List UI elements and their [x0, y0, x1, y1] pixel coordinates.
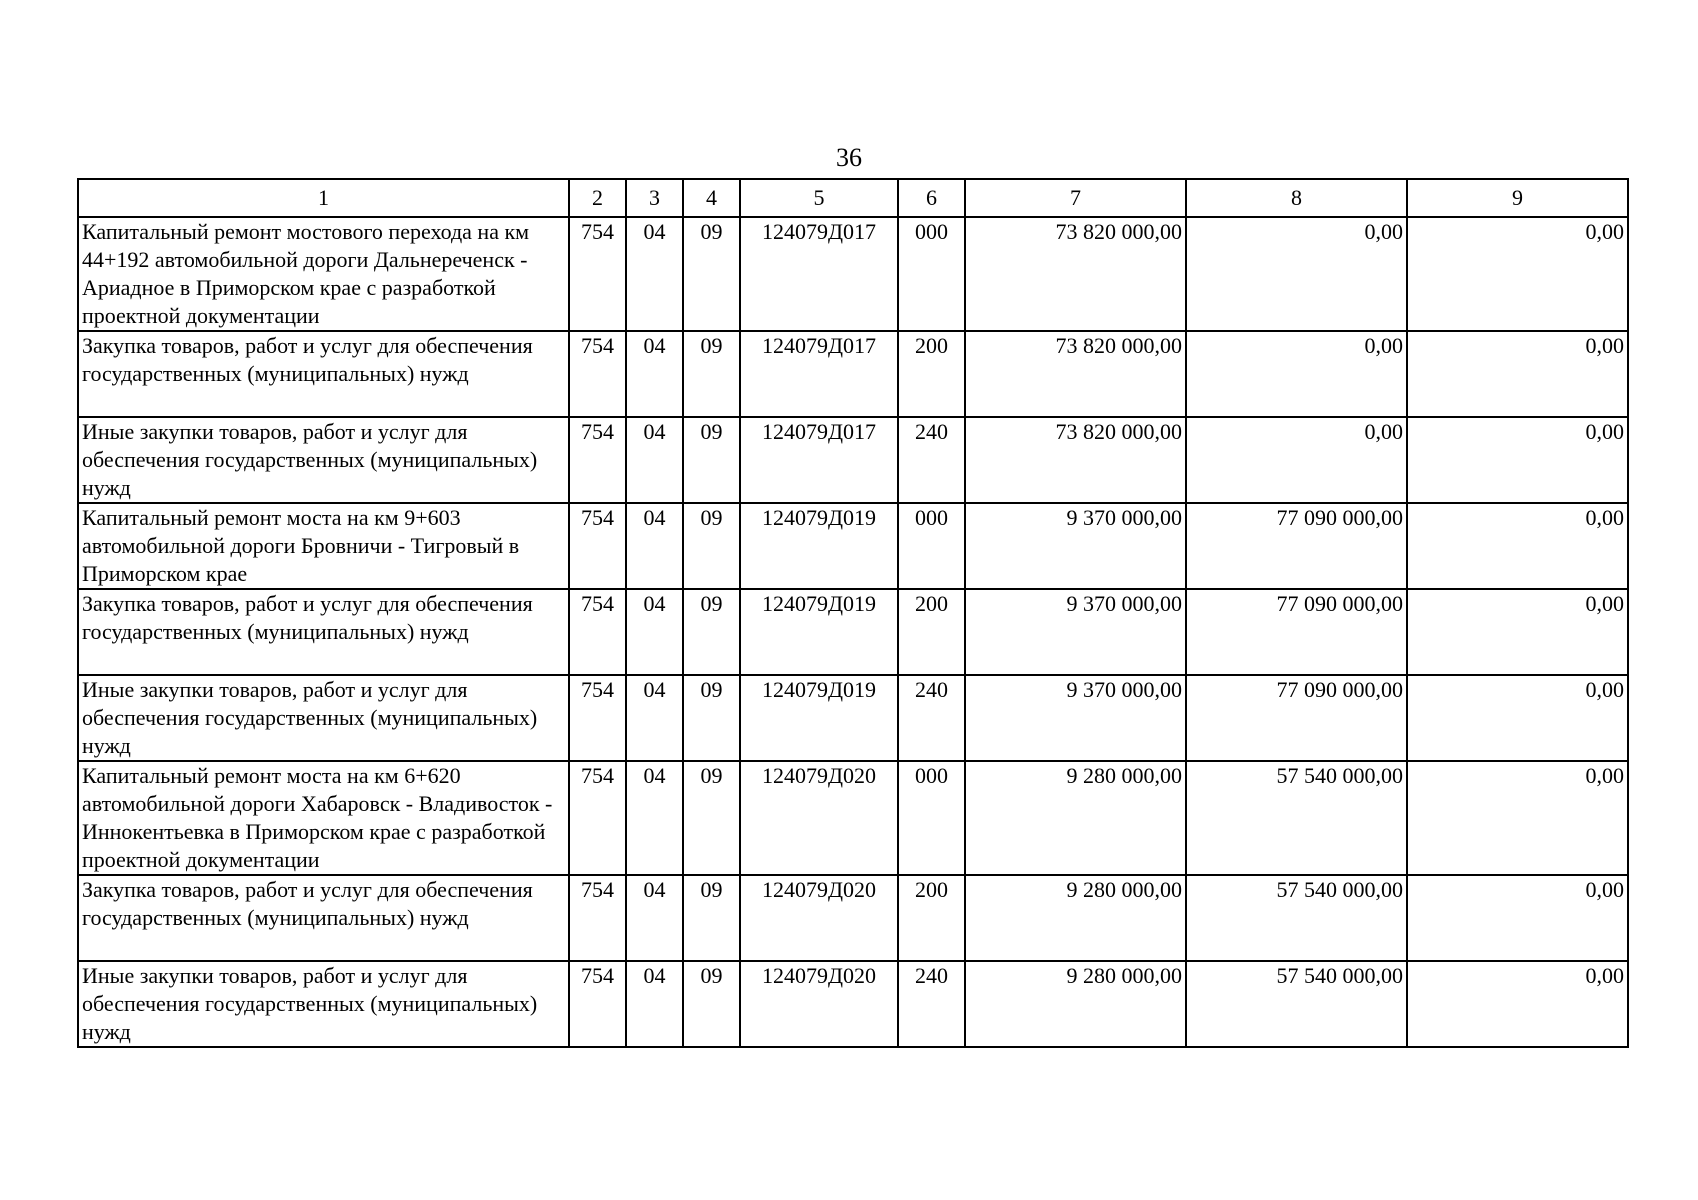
column-header-8: 8 [1186, 179, 1407, 217]
table-row [78, 331, 1628, 417]
row-name: Закупка товаров, работ и услуг для обеспечения государственных (муниципальных) нужд [78, 589, 569, 675]
row-code-subsection: 09 [683, 417, 740, 503]
column-header-2: 2 [569, 179, 626, 217]
row-code-expense-type: 000 [898, 761, 965, 875]
column-header-1: 1 [78, 179, 569, 217]
row-code-ministry: 754 [569, 761, 626, 875]
row-code-ministry: 754 [569, 503, 626, 589]
table-row [78, 675, 1628, 761]
row-code-section: 04 [626, 761, 683, 875]
column-header-6: 6 [898, 179, 965, 217]
row-code-ministry: 754 [569, 331, 626, 417]
row-code-ministry: 754 [569, 417, 626, 503]
row-amount-col9: 0,00 [1407, 331, 1628, 417]
row-name: Иные закупки товаров, работ и услуг для обеспечения государственных (муниципальных) нужд [78, 961, 569, 1047]
row-name: Капитальный ремонт мостового перехода на км 44+192 автомобильной дороги Дальнереченск - Ариадное в Приморском крае с разработкой проектной документации [78, 217, 569, 331]
row-code-section: 04 [626, 589, 683, 675]
column-header-4: 4 [683, 179, 740, 217]
column-header-5: 5 [740, 179, 898, 217]
row-amount-col7: 73 820 000,00 [965, 331, 1186, 417]
row-amount-col9: 0,00 [1407, 589, 1628, 675]
row-name: Капитальный ремонт моста на км 6+620 автомобильной дороги Хабаровск - Владивосток - Иннокентьевка в Приморском крае с разработкой проектной документации [78, 761, 569, 875]
table-row [78, 589, 1628, 675]
row-code-target: 124079Д020 [740, 875, 898, 961]
row-code-subsection: 09 [683, 961, 740, 1047]
row-code-section: 04 [626, 875, 683, 961]
row-code-subsection: 09 [683, 217, 740, 331]
row-code-target: 124079Д019 [740, 503, 898, 589]
header-row [78, 179, 1628, 217]
row-code-subsection: 09 [683, 761, 740, 875]
column-header-3: 3 [626, 179, 683, 217]
row-code-target: 124079Д019 [740, 675, 898, 761]
row-amount-col9: 0,00 [1407, 875, 1628, 961]
row-amount-col9: 0,00 [1407, 503, 1628, 589]
row-amount-col8: 57 540 000,00 [1186, 875, 1407, 961]
row-amount-col8: 57 540 000,00 [1186, 761, 1407, 875]
row-amount-col8: 0,00 [1186, 331, 1407, 417]
row-name: Иные закупки товаров, работ и услуг для обеспечения государственных (муниципальных) нужд [78, 675, 569, 761]
row-amount-col7: 9 280 000,00 [965, 961, 1186, 1047]
row-amount-col8: 0,00 [1186, 217, 1407, 331]
row-amount-col9: 0,00 [1407, 675, 1628, 761]
row-code-subsection: 09 [683, 875, 740, 961]
row-name: Капитальный ремонт моста на км 9+603 автомобильной дороги Бровничи - Тигровый в Приморском крае [78, 503, 569, 589]
row-code-target: 124079Д020 [740, 961, 898, 1047]
row-amount-col9: 0,00 [1407, 417, 1628, 503]
row-code-expense-type: 200 [898, 331, 965, 417]
row-code-subsection: 09 [683, 675, 740, 761]
row-code-ministry: 754 [569, 961, 626, 1047]
row-amount-col8: 0,00 [1186, 417, 1407, 503]
column-header-9: 9 [1407, 179, 1628, 217]
row-code-subsection: 09 [683, 331, 740, 417]
table-row [78, 875, 1628, 961]
row-code-expense-type: 200 [898, 589, 965, 675]
page-number: 36 [836, 143, 862, 172]
row-code-ministry: 754 [569, 217, 626, 331]
row-code-section: 04 [626, 417, 683, 503]
budget-table [77, 178, 1629, 1048]
row-amount-col7: 9 370 000,00 [965, 589, 1186, 675]
row-code-expense-type: 000 [898, 217, 965, 331]
row-code-expense-type: 240 [898, 961, 965, 1047]
table-row [78, 417, 1628, 503]
row-code-target: 124079Д017 [740, 331, 898, 417]
row-amount-col8: 77 090 000,00 [1186, 503, 1407, 589]
row-amount-col9: 0,00 [1407, 217, 1628, 331]
row-code-target: 124079Д020 [740, 761, 898, 875]
table-body [78, 217, 1628, 1047]
row-amount-col7: 9 370 000,00 [965, 675, 1186, 761]
row-code-section: 04 [626, 675, 683, 761]
row-code-ministry: 754 [569, 589, 626, 675]
table-row [78, 503, 1628, 589]
row-amount-col8: 77 090 000,00 [1186, 589, 1407, 675]
row-amount-col8: 57 540 000,00 [1186, 961, 1407, 1047]
row-amount-col9: 0,00 [1407, 961, 1628, 1047]
column-header-7: 7 [965, 179, 1186, 217]
row-name: Закупка товаров, работ и услуг для обеспечения государственных (муниципальных) нужд [78, 331, 569, 417]
table-row [78, 217, 1628, 331]
row-name: Иные закупки товаров, работ и услуг для обеспечения государственных (муниципальных) нужд [78, 417, 569, 503]
row-amount-col9: 0,00 [1407, 761, 1628, 875]
row-code-section: 04 [626, 961, 683, 1047]
row-code-target: 124079Д017 [740, 417, 898, 503]
row-amount-col7: 73 820 000,00 [965, 217, 1186, 331]
row-amount-col7: 9 280 000,00 [965, 875, 1186, 961]
row-code-target: 124079Д019 [740, 589, 898, 675]
row-code-subsection: 09 [683, 589, 740, 675]
row-code-subsection: 09 [683, 503, 740, 589]
row-code-section: 04 [626, 217, 683, 331]
row-code-ministry: 754 [569, 675, 626, 761]
row-code-target: 124079Д017 [740, 217, 898, 331]
row-code-expense-type: 200 [898, 875, 965, 961]
table-row [78, 961, 1628, 1047]
row-code-expense-type: 240 [898, 675, 965, 761]
row-code-expense-type: 240 [898, 417, 965, 503]
table-row [78, 761, 1628, 875]
row-name: Закупка товаров, работ и услуг для обеспечения государственных (муниципальных) нужд [78, 875, 569, 961]
row-code-expense-type: 000 [898, 503, 965, 589]
row-code-section: 04 [626, 331, 683, 417]
row-code-section: 04 [626, 503, 683, 589]
row-code-ministry: 754 [569, 875, 626, 961]
table-header [78, 179, 1628, 217]
row-amount-col7: 9 370 000,00 [965, 503, 1186, 589]
row-amount-col7: 73 820 000,00 [965, 417, 1186, 503]
row-amount-col8: 77 090 000,00 [1186, 675, 1407, 761]
row-amount-col7: 9 280 000,00 [965, 761, 1186, 875]
